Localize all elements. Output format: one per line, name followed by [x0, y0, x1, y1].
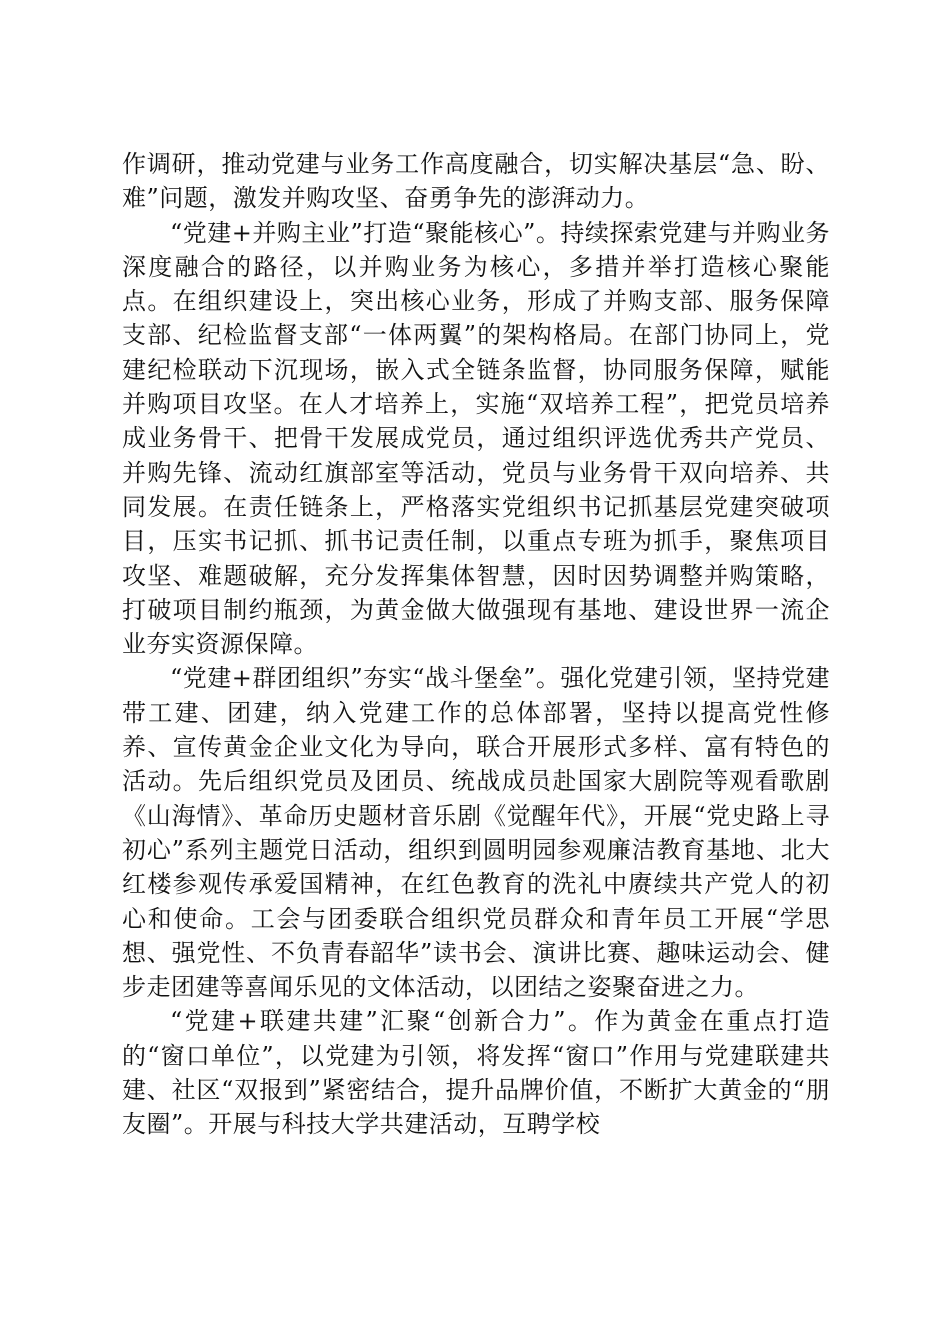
- paragraph-merger-core: “党建+并购主业”打造“聚能核心”。持续探索党建与并购业务深度融合的路径，以并购业务为核心，多措并举打造核心聚能点。在组织建设上，突出核心业务，形成了并购支部、服务保障支部、纪检监督支部“一体两翼”的架构格局。在部门协同上，党建纪检联动下沉现场，嵌入式全链条监督，协同服务保障，赋能并购项目攻坚。在人才培养上，实施“双培养工程”，把党员培养成业务骨干、把骨干发展成党员，通过组织评选优秀共产党员、并购先锋、流动红旗部室等活动，党员与业务骨干双向培养、共同发展。在责任链条上，严格落实党组织书记抓基层党建突破项目，压实书记抓、抓书记责任制，以重点专班为抓手，聚焦项目攻坚、难题破解，充分发挥集体智慧，因时因势调整并购策略，打破项目制约瓶颈，为黄金做大做强现有基地、建设世界一流企业夯实资源保障。: [122, 218, 830, 659]
- document-body: [122, 147, 830, 1142]
- paragraph-mass-organizations: “党建+群团组织”夯实“战斗堡垒”。强化党建引领，坚持党建带工建、团建，纳入党建工作的总体部署，坚持以提高党性修养、宣传黄金企业文化为导向，联合开展形式多样、富有特色的活动。先后组织党员及团员、统战成员赴国家大剧院等观看歌剧《山海情》、革命历史题材音乐剧《觉醒年代》，开展“党史路上寻初心”系列主题党日活动，组织到圆明园参观廉洁教育基地、北大红楼参观传承爱国精神，在红色教育的洗礼中赓续共产党人的初心和使命。工会与团委联合组织党员群众和青年员工开展“学思想、强党性、不负青春韶华”读书会、演讲比赛、趣味运动会、健步走团建等喜闻乐见的文体活动，以团结之姿聚奋进之力。: [122, 664, 830, 1002]
- paragraph-joint-building: “党建+联建共建”汇聚“创新合力”。作为黄金在重点打造的“窗口单位”，以党建为引领，将发挥“窗口”作用与党建联建共建、社区“双报到”紧密结合，提升品牌价值，不断扩大黄金的“朋友圈”。开展与科技大学共建活动，互聘学校: [122, 1007, 830, 1139]
- paragraph-continuation: 作调研，推动党建与业务工作高度融合，切实解决基层“急、盼、难”问题，激发并购攻坚、奋勇争先的澎湃动力。: [122, 150, 830, 213]
